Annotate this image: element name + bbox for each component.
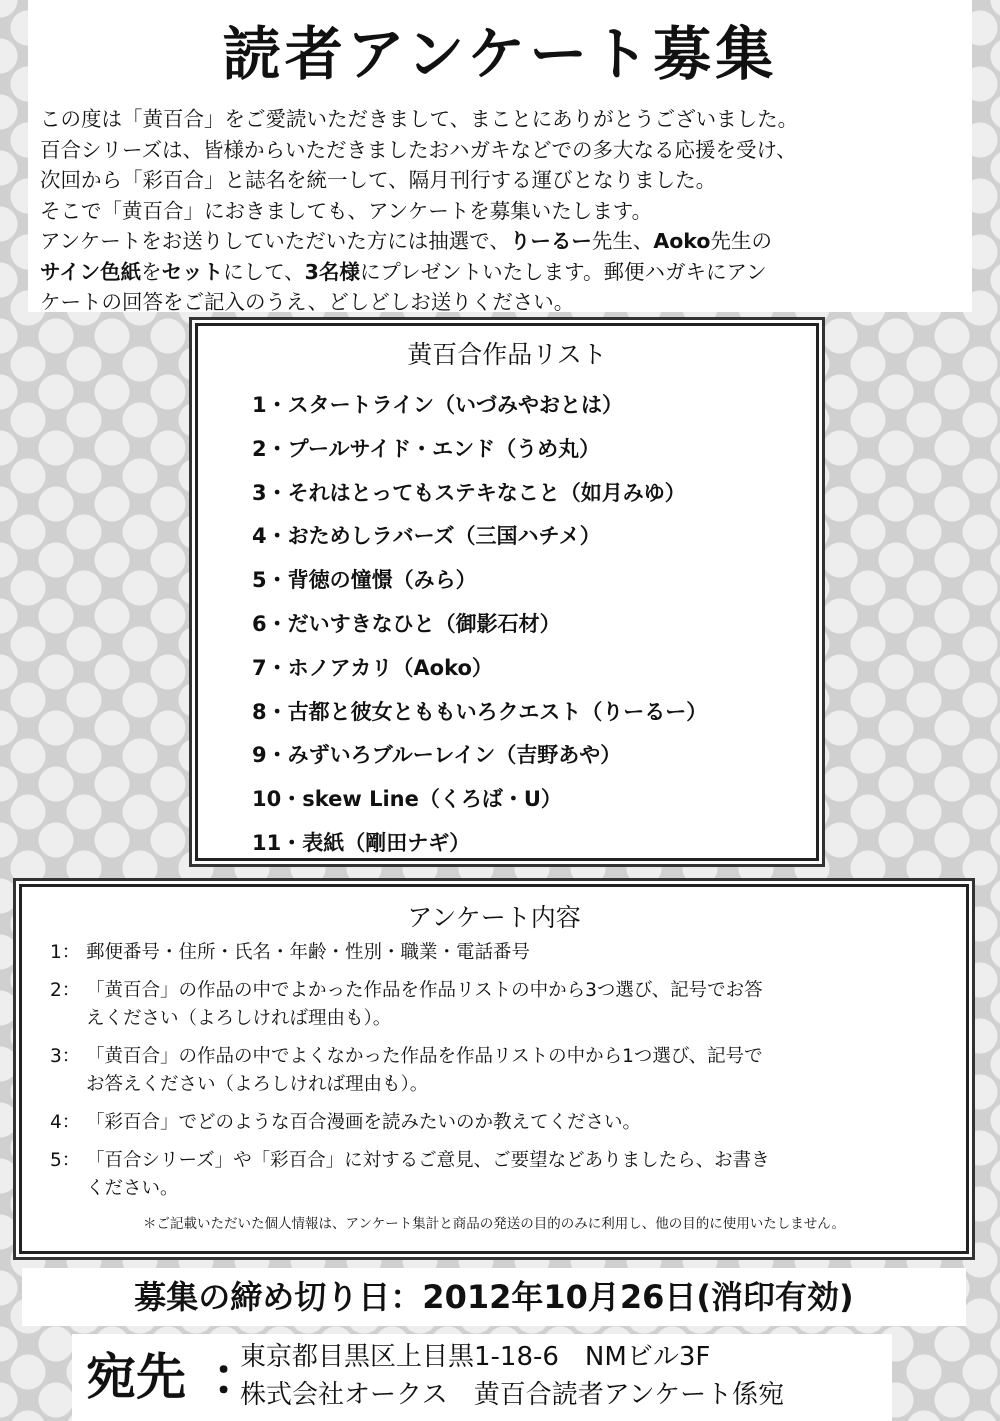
intro-text-segment: 先生の xyxy=(710,229,772,253)
intro-line: そこで「黄百合」におきましても、アンケートを募集いたします。 xyxy=(40,198,653,223)
work-list-title: 黄百合作品リスト xyxy=(407,340,607,369)
work-list-box xyxy=(198,326,816,858)
work-list-item: 8・古都と彼女とももいろクエスト（りーるー） xyxy=(252,699,708,724)
survey-item-number: 4： xyxy=(50,1112,81,1133)
work-list-item: 5・背徳の憧憬（みら） xyxy=(252,568,477,593)
survey-item-line: 郵便番号・住所・氏名・年齢・性別・職業・電話番号 xyxy=(86,942,531,963)
intro-line: この度は「黄百合」をご愛読いただきまして、まことにありがとうございました。 xyxy=(40,107,799,131)
intro-line xyxy=(40,226,970,257)
survey-item-text xyxy=(86,1147,926,1203)
work-list-item: 10・skew Line（くろば・U） xyxy=(252,787,562,812)
work-list-item: 3・それはとってもステキなこと（如月みゆ） xyxy=(252,480,686,505)
survey-item-line: 「彩百合」でどのような百合漫画を読みたいのか教えてください。 xyxy=(86,1112,642,1133)
work-list-item: 2・プールサイド・エンド（うめ丸） xyxy=(252,436,601,461)
survey-item-text xyxy=(86,1109,926,1137)
intro-text-segment: にして、 xyxy=(223,259,305,284)
address-lines xyxy=(240,1338,784,1414)
address-line: 東京都目黒区上目黒1-18-6 NMビル3F xyxy=(240,1342,711,1372)
survey-box xyxy=(22,887,966,1251)
author-name: Aoko xyxy=(653,229,711,253)
prize-item: セット xyxy=(161,259,224,284)
survey-item-line: 「黄百合」の作品の中でよかった作品を作品リストの中から3つ選び、記号でお答 xyxy=(86,980,763,1001)
intro-text-segment: 先生、 xyxy=(591,229,654,253)
survey-item-number: 3： xyxy=(50,1046,81,1067)
survey-item-text xyxy=(86,1043,926,1099)
address-colon: ： xyxy=(212,1348,262,1406)
survey-item-number: 1： xyxy=(50,942,81,963)
intro-line: 百合シリーズは、皆様からいただきましたおハガキなどでの多大なる応援を受け、 xyxy=(40,137,797,162)
intro-panel xyxy=(28,0,972,312)
work-list-item: 1・スタートライン（いづみやおとは） xyxy=(252,393,623,417)
survey-item-line: 「百合シリーズ」や「彩百合」に対するご意見、ご要望などありましたら、お書き xyxy=(86,1150,770,1171)
intro-text-segment: にプレゼントいたします。郵便ハガキにアン xyxy=(359,259,767,284)
survey-item-line: 「黄百合」の作品の中でよくなかった作品を作品リストの中から1つ選び、記号で xyxy=(86,1046,763,1067)
intro-line: 次回から「彩百合」と誌名を統一して、隔月刊行する運びとなりました。 xyxy=(40,168,717,192)
intro-text xyxy=(40,104,970,318)
work-list-item: 4・おためしラバーズ（三国ハチメ） xyxy=(252,524,601,549)
work-list-item: 9・みずいろブルーレイン（吉野あや） xyxy=(252,743,622,768)
work-list-item: 7・ホノアカリ（Aoko） xyxy=(252,655,493,680)
work-list xyxy=(252,384,707,866)
survey-list xyxy=(50,939,926,1213)
address-label: 宛先 xyxy=(86,1348,186,1406)
survey-item-line: ください。 xyxy=(86,1178,179,1199)
intro-text-segment: アンケートをお送りしていただいた方には抽選で、 xyxy=(40,229,510,253)
page-title: 読者アンケート募集 xyxy=(222,20,778,88)
address-panel xyxy=(72,1334,892,1421)
survey-item-text xyxy=(86,977,926,1033)
survey-title: アンケート内容 xyxy=(407,903,581,932)
work-list-item: 11・表紙（剛田ナギ） xyxy=(252,830,471,855)
survey-item-number: 2： xyxy=(50,980,81,1001)
survey-item xyxy=(50,1043,926,1099)
privacy-note: ＊ご記載いただいた個人情報は、アンケート集計と商品の発送の目的のみに利用し、他の目的に使用いたしません。 xyxy=(143,1216,845,1232)
prize-item: サイン色紙 xyxy=(40,259,142,284)
survey-item-text xyxy=(86,939,926,967)
intro-line: ケートの回答をご記入のうえ、どしどしお送りください。 xyxy=(40,290,575,314)
intro-line xyxy=(40,257,970,288)
address-line: 株式会社オークス 黄百合読者アンケート係宛 xyxy=(240,1380,785,1410)
prize-count: 3名様 xyxy=(304,259,360,284)
author-name: りーるー xyxy=(509,229,592,253)
work-list-item: 6・だいすきなひと（御影石材） xyxy=(252,611,561,636)
survey-item xyxy=(50,939,926,967)
survey-item-line: えください（よろしければ理由も）。 xyxy=(86,1008,392,1029)
survey-item xyxy=(50,1109,926,1137)
survey-item xyxy=(50,977,926,1033)
survey-item-line: お答えください（よろしければ理由も）。 xyxy=(86,1074,429,1095)
deadline-panel xyxy=(22,1268,966,1326)
survey-item xyxy=(50,1147,926,1203)
survey-item-number: 5： xyxy=(50,1150,81,1171)
intro-text-segment: を xyxy=(141,259,162,284)
deadline-text: 募集の締め切り日：2012年10月26日(消印有効) xyxy=(134,1278,854,1316)
